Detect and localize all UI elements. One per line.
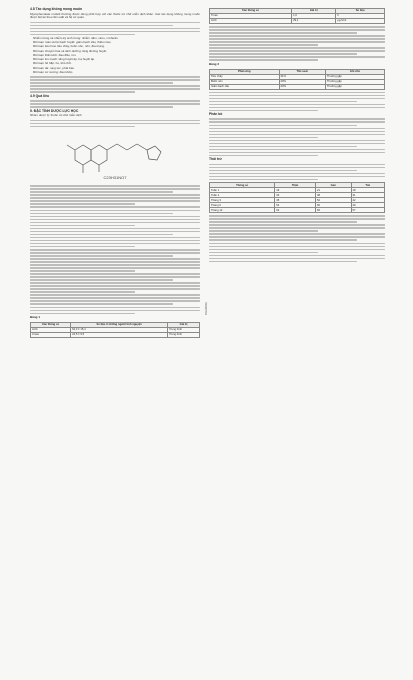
text-line [30,285,200,287]
text-line [30,246,135,248]
chemical-structure [55,130,175,182]
table-cell: 62 [275,208,316,213]
text-line [209,59,318,61]
text-line [209,173,385,175]
text-line [209,121,385,123]
table-cell: 20% [279,79,325,84]
text-line [209,224,385,226]
pk-table-top [209,8,385,24]
table-header: Thận [275,183,316,188]
text-line [30,213,173,215]
text-line [30,200,200,202]
table-cell: 38 [315,193,351,198]
text-line [30,123,200,125]
side-effect-item: Rối loạn máu và hệ bạch huyết: giảm bạch cầu, thiếu máu. [33,40,112,44]
table-label: Bảng 2 [209,61,220,66]
table-cell: µg.h/ml [336,18,385,23]
table-cell: Thường gặp [325,84,384,89]
table-cell: 49 [351,203,384,208]
text-line [209,131,385,133]
table-cell: Buồn nôn [210,79,280,84]
section-heading-side-effects: 4.8 Tác dụng không mong muốn [30,7,83,11]
text-line [30,100,200,102]
table-cell: Cmax [31,332,71,337]
text-line [209,146,357,148]
table-cell: Giảm bạch cầu [210,84,280,89]
table-header: Số liệu ở những người tình nguyện [71,322,168,327]
text-line [30,264,200,266]
text-line [209,164,385,166]
text-line [30,273,200,275]
table-header: Tim [351,183,384,188]
table-header: Số liệu [336,9,385,14]
table-cell: 66 [315,208,351,213]
text-line [30,91,135,93]
table-cell: Tháng 3 [210,198,275,203]
text-line [209,137,318,139]
text-line [30,282,200,284]
text-line [30,267,200,269]
text-line [30,31,200,33]
table-cell: Tiêu chảy [210,74,280,79]
text-line [209,104,385,106]
text-line [30,258,200,260]
side-effect-item: Rối loạn thần kinh: đau đầu, run. [33,52,77,57]
text-line [209,155,318,157]
text-line [30,191,173,193]
table-row [210,18,385,23]
table-cell: Tuần 4 [210,193,275,198]
side-effect-item: Nhiễm trùng và nhiễm ký sinh trùng: nhiễm nấm, virus, vi khuẩn. [33,35,119,40]
text-line [30,261,200,263]
table-cell: AUC [210,18,292,23]
text-line [209,176,385,178]
text-line [30,279,173,281]
side-effects-intro: Mycophenolate mofetil thường được dùng phối hợp với các thuốc ức chế miễn dịch khác. Các tác dụng không mong muốn được liệt kê theo tần suất và hệ cơ quan. [30,11,200,20]
side-effect-item: Rối loạn tim mạch: tăng huyết áp, hạ huyết áp. [33,57,96,62]
table-cell: Trung bình [168,332,200,337]
text-line [30,225,135,227]
text-line [30,310,200,312]
text-line [30,303,173,305]
text-line [209,230,318,232]
table-cell: 19 [275,188,316,193]
text-line [209,218,385,220]
text-line [209,227,385,229]
text-line [209,170,357,172]
side-effect-item: Rối loạn chuyển hóa và dinh dưỡng: tăng đường huyết. [33,48,108,53]
right-column [209,6,385,264]
table-cell: 57 [351,208,384,213]
text-line [30,106,173,108]
text-line [30,219,200,221]
text-line [30,294,200,296]
table-header: Phản ứng [210,69,280,74]
text-line [30,203,135,205]
text-line [209,128,385,130]
table-cell: 33 [275,193,316,198]
table-cell: Thường gặp [325,74,384,79]
table-header: Gan [315,183,351,188]
table-cell: 31% [279,74,325,79]
text-line [209,32,357,34]
text-line [30,307,200,309]
text-line [30,243,200,245]
table-cell: Thường gặp [325,79,384,84]
text-line [209,252,318,254]
table-cell: 52 [315,198,351,203]
text-line [209,215,385,217]
side-effect-item: Rối loạn tiêu hóa: tiêu chảy, buồn nôn, nôn, đau bụng. [33,44,105,49]
pharmacology-group: Nhóm dược lý: thuốc ức chế miễn dịch [30,113,82,118]
table-cell: 42 [351,198,384,203]
table-header: Giá trị [292,9,336,14]
text-line [209,236,385,238]
text-line [209,149,385,151]
text-line [209,35,385,37]
table-header: Các thông số [210,9,292,14]
table-header: Giá trị [168,322,200,327]
section-heading-elimination: Thải trừ [209,157,222,162]
text-line [30,25,173,27]
text-line [209,167,385,169]
text-line [30,188,200,190]
text-line [209,243,385,245]
left-column [30,6,200,340]
text-line [30,28,200,30]
text-line [30,249,200,251]
text-line [30,82,173,84]
text-line [30,222,200,224]
text-line [209,101,357,103]
text-line [209,179,318,181]
text-line [209,53,357,55]
text-line [30,231,200,233]
text-line [30,210,200,212]
adverse-table [209,69,385,90]
text-line [30,300,200,302]
text-line [30,288,200,290]
table-header: Tần suất [279,69,325,74]
text-line [209,134,385,136]
text-line [209,221,357,223]
organ-table [209,182,385,213]
text-line [30,291,135,293]
table-cell: 29,1 [292,18,336,23]
text-line [30,194,200,196]
table-cell: 64,3 ± 15,4 [71,327,168,332]
table-row [210,208,385,213]
text-line [209,239,357,241]
text-line [30,228,200,230]
text-line [30,313,135,315]
table-cell: 21 [315,188,351,193]
text-line [30,252,200,254]
text-line [30,255,173,257]
text-line [30,297,200,299]
text-line [209,50,385,52]
text-line [30,216,200,218]
text-line [30,79,200,81]
table-cell: Tháng 6 [210,203,275,208]
table-cell: 23% [279,84,325,89]
text-line [30,206,200,208]
text-line [209,233,385,235]
table-cell: Tuần 1 [210,188,275,193]
text-line [30,234,173,236]
pk-table-left [30,322,200,338]
text-line [30,197,200,199]
text-line [30,240,200,242]
text-line [209,255,385,257]
side-label: PHARMA [204,302,208,315]
text-line [30,270,135,272]
table-cell: h [336,13,385,18]
text-line [209,29,385,31]
text-line [209,143,385,145]
text-line [209,92,385,94]
side-effect-item: Rối loạn hô hấp: ho, khó thở. [33,61,72,66]
table-cell: Trung bình [168,327,200,332]
table-cell: 31 [351,193,384,198]
text-line [209,41,385,43]
table-row [210,84,385,89]
section-heading-pharmacodynamics: 5. ĐẶC TÍNH DƯỢC LỰC HỌC [30,108,79,113]
text-line [30,85,200,87]
text-line [209,140,385,142]
table-label: Bảng 1 [30,315,41,320]
table-header: Các thông số [31,322,71,327]
text-line [30,276,200,278]
table-header: Thông số [210,183,275,188]
text-line [209,47,385,49]
text-line [209,258,385,260]
text-line [209,98,385,100]
text-line [209,125,357,127]
text-line [209,246,385,248]
text-line [30,120,200,122]
section-heading-distribution: Phân bố [209,112,223,117]
text-line [30,22,200,24]
text-line [209,107,385,109]
text-line [209,44,318,46]
text-line [30,76,200,78]
text-line [209,118,385,120]
text-line [209,26,385,28]
text-line [30,126,135,128]
table-header: Ghi chú [325,69,384,74]
text-line [209,261,357,263]
table-cell: Tmax [210,13,292,18]
side-effect-item: Rối loạn da: rụng tóc, phát ban. [33,65,75,70]
table-cell: Tháng 12 [210,208,275,213]
table-cell: 1,0 [292,13,336,18]
table-cell: 54 [275,203,316,208]
table-cell: AUC [31,327,71,332]
section-heading-overdose: 4.9 Quá liều [30,93,50,98]
text-line [30,237,200,239]
table-cell: 45 [275,198,316,203]
text-line [209,152,385,154]
text-line [209,95,385,97]
table-cell: 24,5 ± 9,5 [71,332,168,337]
table-cell: 18 [351,188,384,193]
side-effect-item: Rối loạn cơ xương: đau khớp. [33,70,74,75]
text-line [209,56,385,58]
text-line [209,38,385,40]
text-line [30,88,200,90]
text-line [30,185,200,187]
text-line [30,103,200,105]
table-cell: 60 [315,203,351,208]
table-row [31,332,200,337]
text-line [209,249,385,251]
text-line [209,110,318,112]
formula-label: C23H31NO7 [103,175,127,181]
